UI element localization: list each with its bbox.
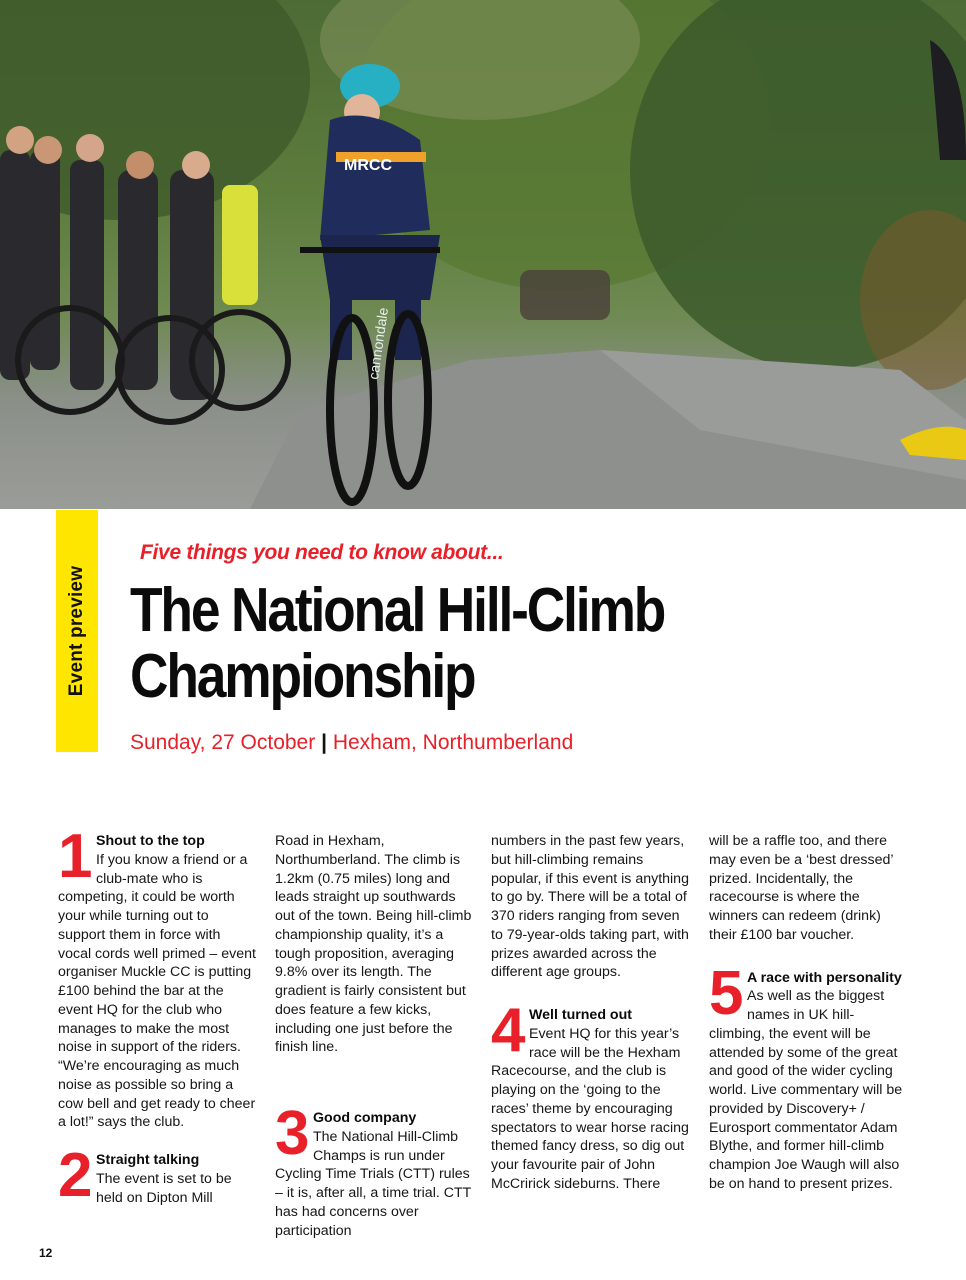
- item-4-continued: will be a raffle too, and there may even be a ‘best dressed’ prized. Incidentally, the racecourse is where the winners can redeem (drink) their £100 bar voucher.: [709, 833, 894, 943]
- item-heading: Shout to the top: [96, 833, 205, 849]
- item-number: 1: [58, 832, 93, 891]
- section-tab-label: Event preview: [66, 565, 87, 697]
- event-date: Sunday, 27 October: [130, 731, 316, 754]
- item-text: The National Hill-Climb Champs is run under Cycling Time Trials (CTT) rules – it is, after all, a time trial. CTT has had concerns over participation: [275, 1128, 472, 1239]
- title-line-2: Championship: [130, 642, 475, 711]
- item-heading: Well turned out: [529, 1007, 632, 1023]
- title-line-1: The National Hill-Climb: [130, 576, 665, 645]
- item-heading: Good company: [313, 1110, 417, 1126]
- item-3: [275, 1109, 473, 1240]
- item-heading: Straight talking: [96, 1152, 200, 1168]
- event-location: Hexham, Northumberland: [332, 731, 574, 754]
- column-1: [58, 832, 256, 1207]
- column-4: [709, 832, 907, 1194]
- item-heading: A race with personality: [747, 969, 902, 986]
- item-1: [58, 832, 256, 1132]
- item-number: 5: [709, 968, 744, 1028]
- frame-text: cannondale: [365, 306, 392, 381]
- item-number: 4: [491, 1006, 526, 1065]
- column-3: [491, 832, 689, 1194]
- item-text: If you know a friend or a club-mate who is competing, it could be worth your while turning out to support them in force with vocal cords well primed – event organiser Muckle CC is putting £100 behind the bar at the event HQ for the club who manages to make the most noise in support of the riders. “We’re encouraging as much noise as possible so bring a cow bell and get ready to cheer a lot!” says the club.: [58, 851, 256, 1131]
- kicker: Five things you need to know about...: [140, 541, 504, 564]
- item-text: Event HQ for this year’s race will be the Hexham Racecourse, and the club is playing on the ‘going to the races’ theme by encouraging spectators to wear horse racing themed fancy dress, so dig out your favourite pair of John McCririck sideburns. There: [491, 1025, 689, 1192]
- item-text: As well as the biggest names in UK hill-climbing, the event will be attended by some of the great and good of the wider cycling world. Live commentary will be provided by Discovery+ / Eurosport commentator Adam Blythe, and former hill-climb champion Joe Waugh will also be on hand to present prizes.: [709, 988, 903, 1192]
- item-5: [709, 969, 907, 1194]
- hero-photo: [0, 0, 966, 509]
- item-3-continued: numbers in the past few years, but hill-climbing remains popular, if this event is anything to go by. There will be a total of 370 riders ranging from seven to 79-year-olds taking part, with prizes awarded across the different age groups.: [491, 833, 689, 981]
- jersey-text: MRCC: [344, 157, 392, 174]
- dateline: [130, 731, 573, 755]
- column-2: [275, 832, 473, 1240]
- item-text: The event is set to be held on Dipton Mill: [96, 1170, 232, 1206]
- item-number: 3: [275, 1109, 310, 1168]
- item-4: [491, 1006, 689, 1194]
- item-2: [58, 1151, 256, 1207]
- item-number: 2: [58, 1151, 93, 1208]
- section-tab: [56, 510, 98, 752]
- item-2-continued: Road in Hexham, Northumberland. The climb is 1.2km (0.75 miles) long and leads straight up southwards out of the town. Being hill-climb championship quality, it’s a tough proposition, averaging 9.8% over its length. The gradient is fairly consistent but does feature a few kicks, including one just before the finish line.: [275, 833, 472, 1056]
- page-number: 12: [39, 1246, 53, 1260]
- page-title: [130, 578, 732, 710]
- dateline-separator: |: [321, 731, 327, 754]
- cyclist-illustration: [0, 0, 966, 509]
